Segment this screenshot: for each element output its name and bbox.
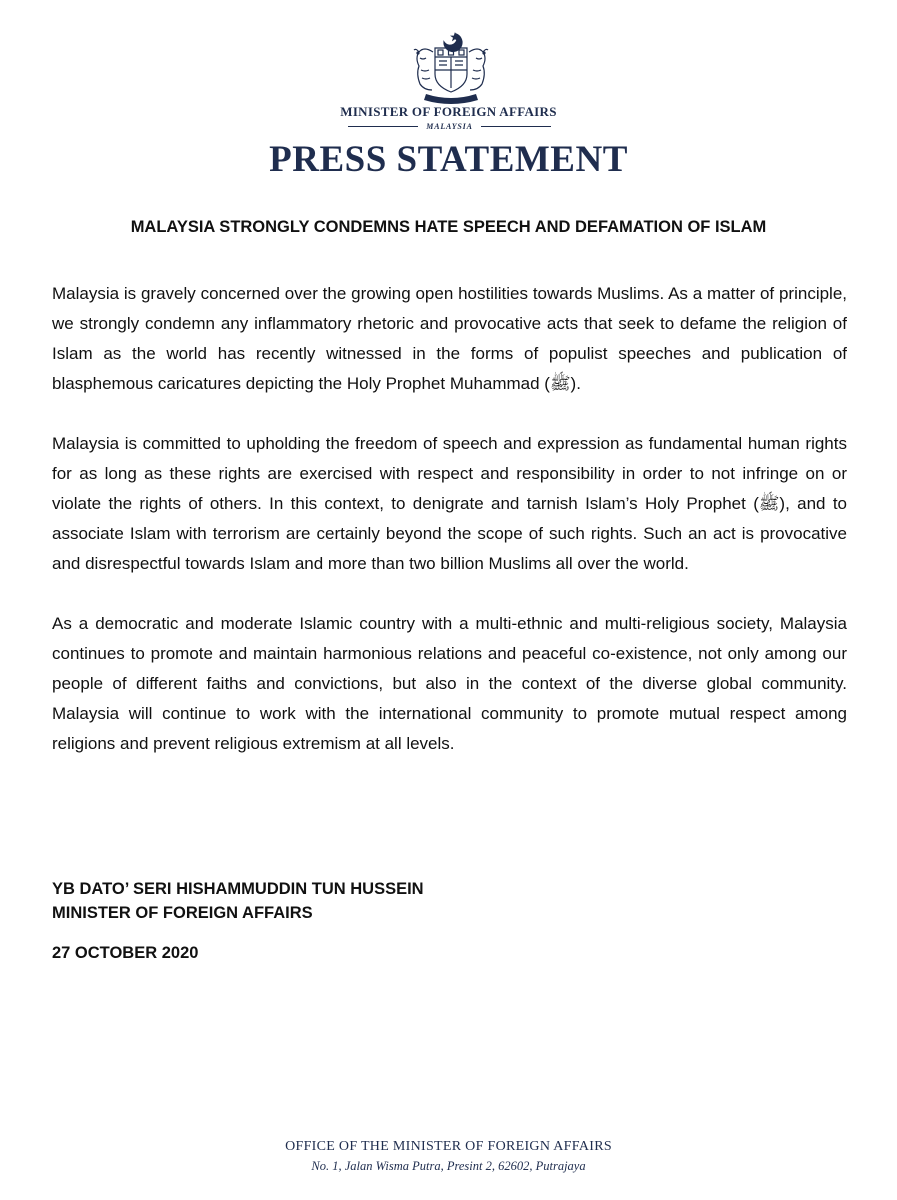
statement-paragraph: Malaysia is committed to upholding the freedom of speech and expression as fundamental human rights for as long as these rights are exercised with respect and responsibility in order to not infringe on or violate the rights of others. In this context, to denigrate and tarnish Islam’s Holy Prophet (ﷺ), and to associate Islam with terrorism are certainly beyond the scope of such rights. Such an act is provocative and disrespectful towards Islam and more than two billion Muslims all over the world.	[52, 434, 847, 573]
footer-office: OFFICE OF THE MINISTER OF FOREIGN AFFAIRS	[285, 1139, 612, 1154]
statement-date: 27 OCTOBER 2020	[52, 944, 199, 962]
ministry-country-row	[348, 119, 551, 133]
signatory-name: YB DATO’ SERI HISHAMMUDDIN TUN HUSSEIN	[52, 880, 424, 898]
footer-address: No. 1, Jalan Wisma Putra, Presint 2, 62602, Putrajaya	[311, 1159, 586, 1173]
statement-body	[52, 279, 847, 789]
ministry-country: MALAYSIA	[426, 121, 473, 131]
signature-block	[52, 877, 424, 925]
statement-headline: MALAYSIA STRONGLY CONDEMNS HATE SPEECH AND DEFAMATION OF ISLAM	[130, 218, 767, 236]
signatory-title: MINISTER OF FOREIGN AFFAIRS	[52, 904, 313, 922]
divider-right	[481, 126, 551, 127]
document-type-title: PRESS STATEMENT	[269, 139, 628, 180]
statement-paragraph: As a democratic and moderate Islamic country with a multi-ethnic and multi-religious society, Malaysia continues to promote and maintain harmonious relations and peaceful co-existence, not only among our people of different faiths and convictions, but also in the context of the diverse global community. Malaysia will continue to work with the international community to promote mutual respect among religions and prevent religious extremism at all levels.	[52, 614, 847, 753]
malaysia-coat-of-arms-icon	[404, 30, 498, 106]
ministry-name: MINISTER OF FOREIGN AFFAIRS	[340, 104, 557, 119]
divider-left	[348, 126, 418, 127]
statement-paragraph: Malaysia is gravely concerned over the growing open hostilities towards Muslims. As a matter of principle, we strongly condemn any inflammatory rhetoric and provocative acts that seek to defame the religion of Islam as the world has recently witnessed in the forms of populist speeches and publication of blasphemous caricatures depicting the Holy Prophet Muhammad (ﷺ).	[52, 284, 847, 393]
